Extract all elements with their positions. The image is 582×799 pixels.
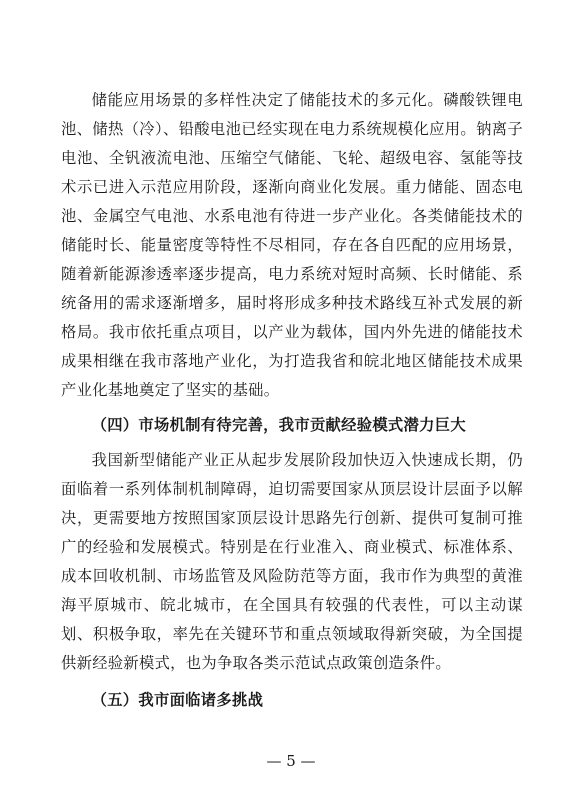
page-body [61, 86, 523, 715]
page-number: — 5 — [266, 752, 316, 770]
section-heading-5: （五）我市面临诸多挑战 [91, 691, 264, 709]
paragraph-storage-technology-diversity: 储能应用场景的多样性决定了储能技术的多元化。磷酸铁锂电池、储热（冷）、铅酸电池已经实现在电力系统规模化应用。钠离子电池、全钒液流电池、压缩空气储能、飞轮、超级电容、氢能等技术示已进入示范应用阶段，逐渐向商业化发展。重力储能、固态电池、金属空气电池、水系电池有待进一步产业化。各类储能技术的储能时长、能量密度等特性不尽相同，存在各自匹配的应用场景，随着新能源渗透率逐步提高，电力系统对短时高频、长时储能、系统备用的需求逐渐增多，届时将形成多种技术路线互补式发展的新格局。我市依托重点项目，以产业为载体，国内外先进的储能技术成果相继在我市落地产业化，为打造我省和皖北地区储能技术成果产业化基地奠定了坚实的基础。 [61, 91, 523, 399]
paragraph-market-mechanism: 我国新型储能产业正从起步发展阶段加快迈入快速成长期，仍面临着一系列体制机制障碍，迫切需要国家从顶层设计层面予以解决，更需要地方按照国家顶层设计思路先行创新、提供可复制可推广的经验和发展模式。特别是在行业准入、商业模式、标准体系、成本回收机制、市场监管及风险防范等方面，我市作为典型的黄淮海平原城市、皖北城市，在全国具有较强的代表性，可以主动谋划、积极争取，率先在关键环节和重点领域取得新突破，为全国提供新经验新模式，也为争取各类示范试点政策创造条件。 [61, 451, 523, 672]
section-heading-4: （四）市场机制有待完善，我市贡献经验模式潜力巨大 [91, 416, 466, 434]
